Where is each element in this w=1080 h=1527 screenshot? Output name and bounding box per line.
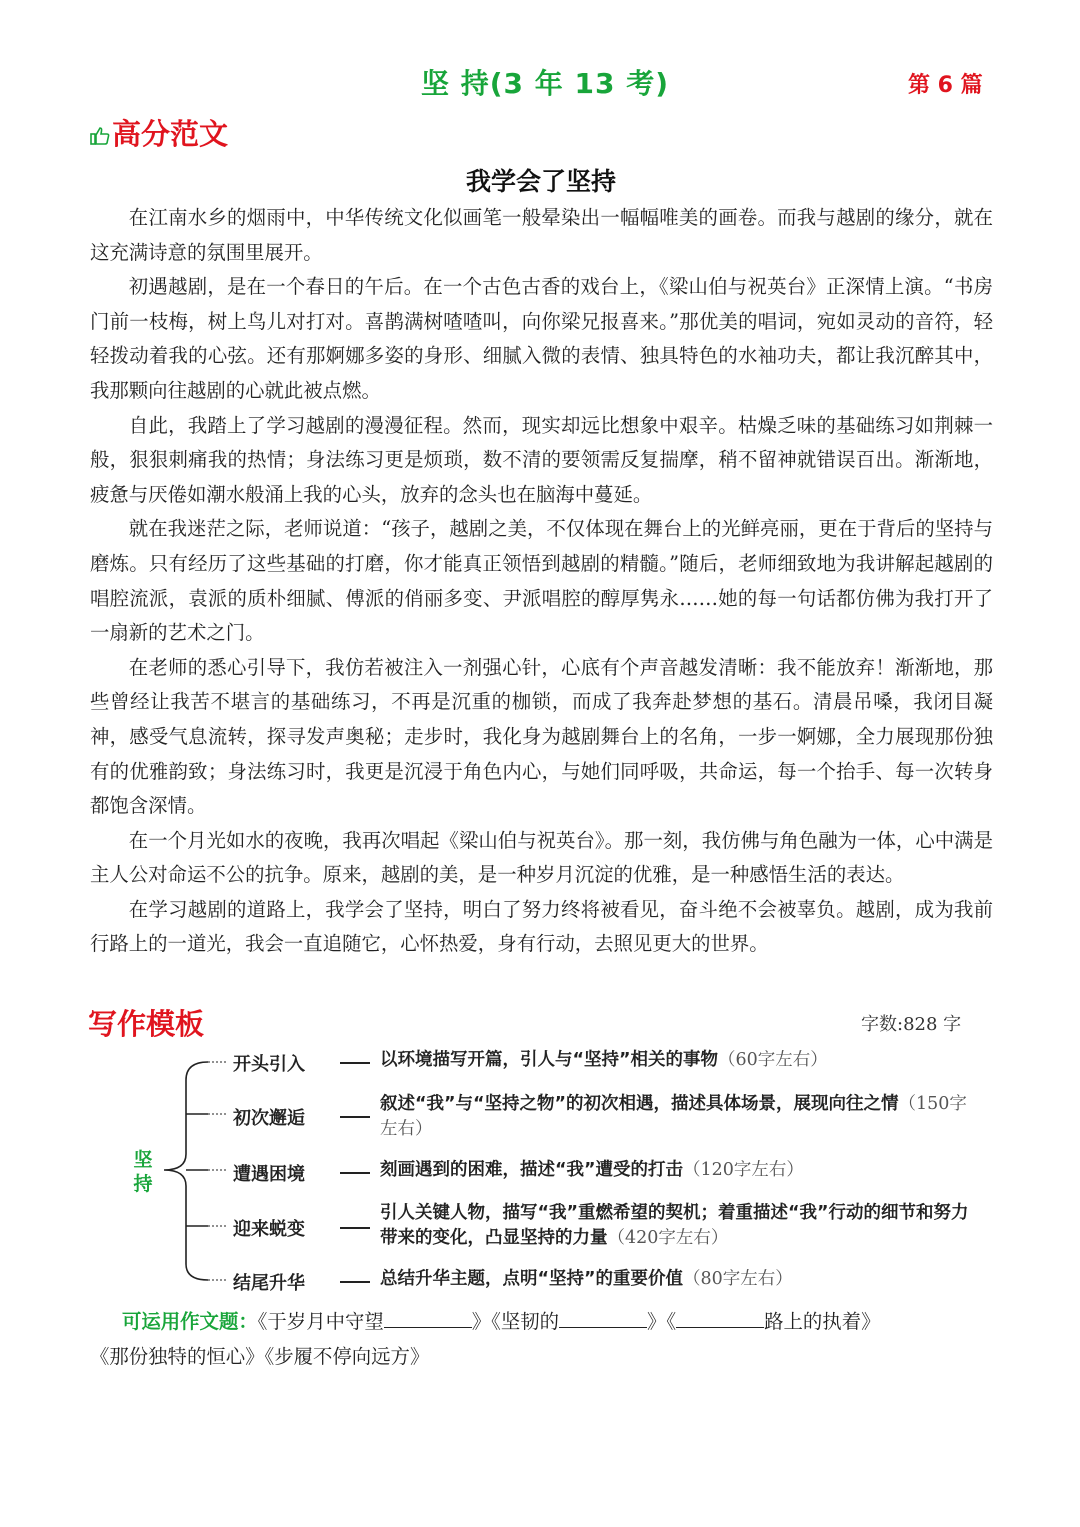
essay-paragraph: 在老师的悉心引导下，我仿若被注入一剂强心针，心底有个声音越发清晰：我不能放弃！渐渐地，那些曾经让我苦不堪言的基础练习，不再是沉重的枷锁，而成了我奔赴梦想的基石。清晨吊嗓，我闭目凝神，感受气息流转，探寻发声奥秘；走步时，我化身为越剧舞台上的名角，一步一婀娜，全力展现那份独有的优雅韵致；身法练习时，我更是沉浸于角色内心，与她们同呼吸，共命运，每一个抬手、每一次转身都饱含深情。 — [90, 655, 993, 818]
word-count: 字数:828 字 — [861, 1014, 962, 1035]
outline-stage: 遭遇困境 — [233, 1164, 305, 1185]
essay-body — [90, 201, 993, 962]
usable-title: 《 — [666, 1310, 677, 1333]
outline-stage-desc — [380, 1048, 970, 1073]
outline-connector — [340, 1116, 370, 1118]
topic-title: 坚 持(3 年 13 考) — [420, 67, 670, 100]
essay-title: 我学会了坚持 — [465, 167, 616, 196]
usable-title: 路上的执着》 — [764, 1310, 881, 1333]
essay-paragraph: 自此，我踏上了学习越剧的漫漫征程。然而，现实却远比想象中艰辛。枯燥乏味的基础练习如荆棘一般，狠狠刺痛我的热情；身法练习更是烦琐，数不清的要领需反复揣摩，稍不留神就错误百出。渐渐地，疲惫与厌倦如潮水般涌上我的心头，放弃的念头也在脑海中蔓延。 — [90, 413, 993, 506]
usable-titles-label: 可运用作文题： — [122, 1310, 258, 1333]
outline-stage-desc — [380, 1092, 970, 1142]
outline-stage-text: 引人关键人物，描写“我”重燃希望的契机；着重描述“我”行动的细节和努力带来的变化，凸显坚持的力量 — [380, 1203, 969, 1248]
fill-blank — [384, 1307, 472, 1328]
outline-connector — [340, 1281, 370, 1283]
outline-stage-text: 叙述“我”与“坚持之物”的初次相遇，描述具体场景，展现向往之情 — [380, 1094, 899, 1114]
outline-stage-text: 总结升华主题，点明“坚持”的重要价值 — [380, 1269, 684, 1289]
outline-root-char: 持 — [133, 1173, 153, 1195]
chapter-number: 第 6 篇 — [908, 73, 983, 98]
outline-stage-desc — [380, 1267, 970, 1292]
usable-titles — [90, 1305, 990, 1374]
outline-brace — [150, 1050, 240, 1295]
outline-stage-desc — [380, 1201, 970, 1251]
usable-title: 《步履不停向远方》 — [264, 1344, 430, 1368]
fill-blank — [559, 1307, 647, 1328]
outline-stage-words: （60字左右） — [718, 1050, 828, 1070]
usable-title: 》 — [471, 1310, 492, 1333]
usable-title: 《于岁月中守望 — [257, 1310, 384, 1333]
usable-title: 》 — [647, 1310, 667, 1333]
essay-paragraph: 在江南水乡的烟雨中，中华传统文化似画笔一般晕染出一幅幅唯美的画卷。而我与越剧的缘分，就在这充满诗意的氛围里展开。 — [90, 206, 993, 264]
section-model-essay — [90, 112, 228, 153]
outline-stage-words: （80字左右） — [683, 1269, 793, 1289]
essay-paragraph: 就在我迷茫之际，老师说道：“孩子，越剧之美，不仅体现在舞台上的光鲜亮丽，更在于背后的坚持与磨炼。只有经历了这些基础的打磨，你才能真正领悟到越剧的精髓。”随后，老师细致地为我讲解起越剧的唱腔流派，袁派的质朴细腻、傅派的俏丽多变、尹派唱腔的醇厚隽永……她的每一句话都仿佛为我打开了一扇新的艺术之门。 — [90, 517, 993, 645]
outline-stage-words: （150字左右） — [380, 1094, 967, 1139]
section-template: 写作模板 — [88, 1007, 205, 1041]
outline-stage: 初次邂逅 — [233, 1108, 305, 1129]
outline-stage-words: （120字左右） — [683, 1160, 804, 1180]
outline-stage-desc — [380, 1158, 970, 1183]
outline-stage: 迎来蜕变 — [233, 1219, 305, 1240]
thumbs-up-icon — [90, 119, 110, 153]
outline-connector — [340, 1227, 370, 1229]
essay-paragraph: 初遇越剧，是在一个春日的午后。在一个古色古香的戏台上，《梁山伯与祝英台》正深情上演。“书房门前一枝梅，树上鸟儿对打对。喜鹊满树喳喳叫，向你梁兄报喜来。”那优美的唱词，宛如灵动的音符，轻轻拨动着我的心弦。还有那婀娜多姿的身形、细腻入微的表情、独具特色的水袖功夫，都让我沉醉其中，我那颗向往越剧的心就此被点燃。 — [90, 275, 993, 402]
outline-root-char: 坚 — [133, 1149, 153, 1171]
essay-paragraph: 在学习越剧的道路上，我学会了坚持，明白了努力终将被看见，奋斗绝不会被辜负。越剧，成为我前行路上的一道光，我会一直追随它，心怀热爱，身有行动，去照见更大的世界。 — [90, 897, 993, 956]
outline-connector — [340, 1062, 370, 1064]
usable-title: 《那份独特的恒心》 — [90, 1344, 265, 1368]
fill-blank — [676, 1307, 764, 1328]
outline-stage-text: 刻画遇到的困难，描述“我”遭受的打击 — [380, 1160, 684, 1180]
outline-connector — [340, 1172, 370, 1174]
essay-paragraph: 在一个月光如水的夜晚，我再次唱起《梁山伯与祝英台》。那一刻，我仿佛与角色融为一体，心中满是主人公对命运不公的抗争。原来，越剧的美，是一种岁月沉淀的优雅，是一种感悟生活的表达。 — [90, 828, 993, 887]
outline-stage: 开头引入 — [233, 1054, 305, 1075]
usable-title: 《坚韧的 — [491, 1310, 560, 1333]
outline-stage-words: （420字左右） — [607, 1228, 729, 1248]
section-model-essay-label: 高分范文 — [112, 117, 229, 151]
outline-root — [128, 1148, 158, 1196]
outline-stage: 结尾升华 — [233, 1273, 305, 1294]
outline-stage-text: 以环境描写开篇，引人与“坚持”相关的事物 — [380, 1050, 719, 1070]
